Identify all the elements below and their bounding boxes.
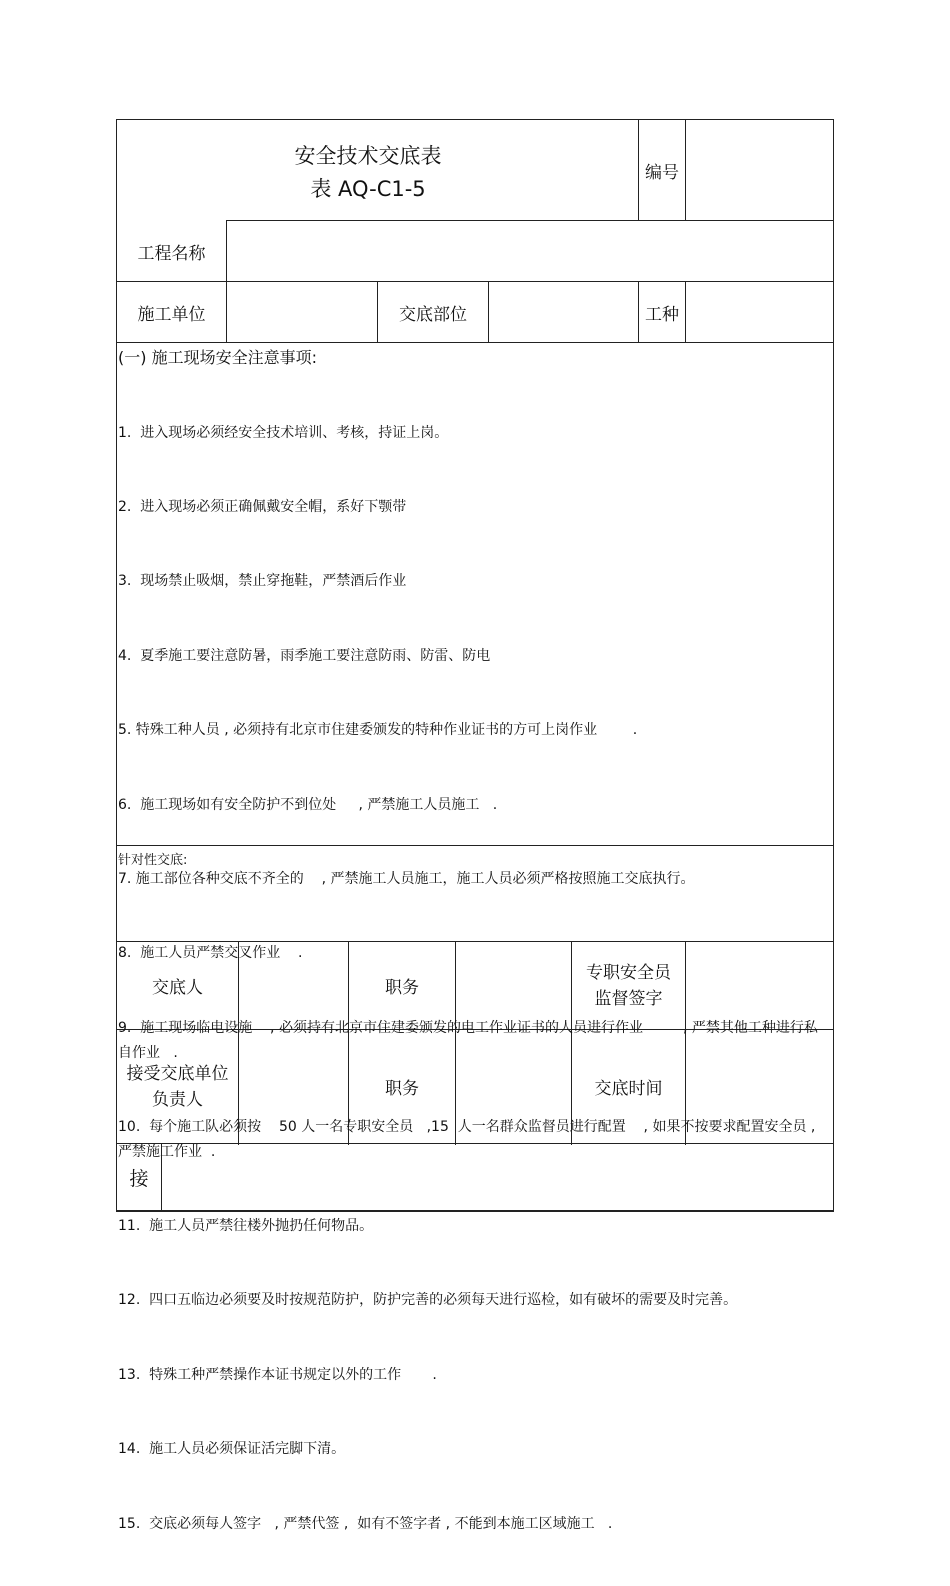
number-label: 编号	[645, 162, 679, 183]
list-item: 1. 进入现场必须经安全技术培训、考核，持证上岗。	[118, 424, 449, 441]
discloser-label: 交底人	[152, 978, 203, 998]
discloser-field[interactable]	[239, 942, 348, 1029]
construction-unit-label: 施工单位	[137, 304, 206, 325]
list-item: 12. 四口五临边必须要及时按规范防护，防护完善的必须每天进行巡检，如有破坏的需要及时完善。	[118, 1292, 738, 1309]
list-item: 11. 施工人员严禁往楼外抛扔任何物品。	[118, 1218, 374, 1235]
position-label: 职务	[385, 1079, 419, 1099]
list-item: 15. 交底必须每人签字 , 严禁代签 , 如有不签字者 , 不能到本施工区域施工 .	[118, 1515, 613, 1532]
list-item: 5. 特殊工种人员 , 必须持有北京市住建委颁发的特种作业证书的方可上岗作业 .	[118, 722, 638, 739]
disclosure-time-label: 交底时间	[594, 1079, 663, 1099]
disclosure-time-field[interactable]	[686, 1030, 833, 1143]
safety-officer-label-line2: 监督签字	[594, 988, 663, 1009]
list-item: 4. 夏季施工要注意防暑，雨季施工要注意防雨、防雷、防电	[118, 647, 491, 664]
table-border-right	[833, 119, 834, 1211]
list-item: 9. 施工现场临电设施 , 必须持有北京市住建委颁发的电工作业证书的人员进行作业 , 严禁其他工种进行私自作业 .	[118, 1019, 818, 1061]
list-item: 2. 进入现场必须正确佩戴安全帽，系好下颚带	[118, 498, 407, 515]
receive-field[interactable]	[162, 1144, 833, 1210]
disclosure-part-label: 交底部位	[399, 304, 467, 325]
form-code: 表 AQ-C1-5	[310, 177, 426, 201]
notes-heading: (一) 施工现场安全注意事项:	[118, 348, 317, 367]
disclosure-part-field[interactable]	[489, 282, 638, 342]
divider	[116, 342, 834, 343]
receiver-label	[117, 1030, 238, 1143]
receive-label: 接	[129, 1167, 149, 1190]
receiver-label-line1: 接受交底单位	[126, 1063, 229, 1084]
list-item: 6. 施工现场如有安全防护不到位处 , 严禁施工人员施工 .	[118, 796, 498, 813]
list-item: 8. 施工人员严禁交叉作业 .	[118, 945, 303, 962]
page-title: 安全技术交底表	[294, 144, 442, 168]
targeted-disclosure-label: 针对性交底:	[118, 853, 188, 868]
safety-officer-signature-field[interactable]	[686, 942, 833, 1029]
list-item: 3. 现场禁止吸烟，禁止穿拖鞋，严禁酒后作业	[118, 573, 407, 590]
receiver-label-line2: 负责人	[152, 1089, 203, 1110]
list-item: 7. 施工部位各种交底不齐全的 , 严禁施工人员施工，施工人员必须严格按照施工交底执行。	[118, 870, 695, 887]
project-name-label: 工程名称	[137, 243, 206, 264]
position-label: 职务	[385, 978, 419, 998]
safety-officer-label-line1: 专职安全员	[586, 962, 671, 983]
receiver-field[interactable]	[239, 1030, 348, 1143]
position-field[interactable]	[456, 1030, 571, 1143]
trade-label: 工种	[645, 304, 679, 325]
targeted-disclosure-field[interactable]	[118, 873, 830, 937]
list-item: 10. 每个施工队必须按 50 人一名专职安全员 ,15 人一名群众监督员进行配置 , 如果不按要求配置安全员 , 严禁施工作业 .	[118, 1118, 820, 1160]
construction-unit-field[interactable]	[227, 282, 377, 342]
list-item: 14. 施工人员必须保证活完脚下清。	[118, 1441, 346, 1458]
safety-officer-label	[572, 942, 685, 1029]
trade-field[interactable]	[686, 282, 833, 342]
list-item: 13. 特殊工种严禁操作本证书规定以外的工作 .	[118, 1366, 437, 1383]
number-field[interactable]	[686, 120, 833, 220]
project-name-field[interactable]	[227, 221, 833, 281]
position-field[interactable]	[456, 942, 571, 1029]
